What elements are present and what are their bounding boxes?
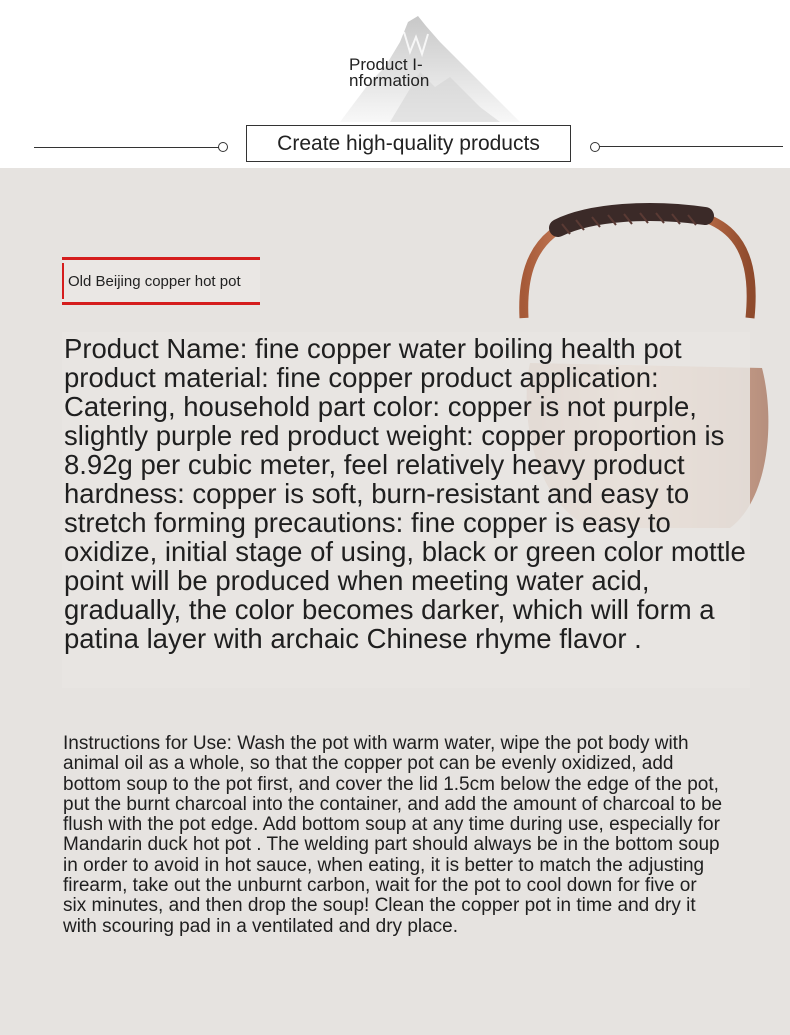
right-divider-dot [590,142,600,152]
product-info-area [0,168,790,1035]
left-divider-line [34,147,220,148]
left-divider-dot [218,142,228,152]
slogan-box [246,125,571,162]
product-description: Product Name: fine copper water boiling health pot product material: fine copper product application: Catering, household part color: copper is not purple, slightly purple red product weight: copper proportion is 8.92g per cubic meter, feel relatively heavy product hardness: copper is soft, burn-resistant and easy to stretch forming precautions: fine copper is easy to oxidize, initial stage of using, black or green color mottle point will be produced when meeting water acid, gradually, the color becomes darker, which will form a patina layer with archaic Chinese rhyme flavor . [64,333,746,654]
header-band [0,0,790,168]
product-tag-label: Old Beijing copper hot pot [68,272,241,290]
usage-instructions: Instructions for Use: Wash the pot with warm water, wipe the pot body with animal oil as a whole, so that the copper pot can be evenly oxidized, add bottom soup to the pot first, and cover the lid 1.5cm below the edge of the pot, put the burnt charcoal into the container, and add the amount of charcoal to be flush with the pot edge. Add bottom soup at any time during use, especially for Mandarin duck hot pot . The welding part should always be in the bottom soup in order to avoid in hot sauce, when eating, it is better to match the adjusting firearm, take out the unburnt carbon, wait for the pot to cool down for five or six minutes, and then drop the soup! Clean the copper pot in time and dry it with scouring pad in a ventilated and dry place. [63,733,723,937]
right-divider-line [599,146,783,147]
product-tag [62,257,260,305]
section-title: Product I- nformation [349,55,430,90]
slogan-text: Create high-quality products [277,131,540,155]
